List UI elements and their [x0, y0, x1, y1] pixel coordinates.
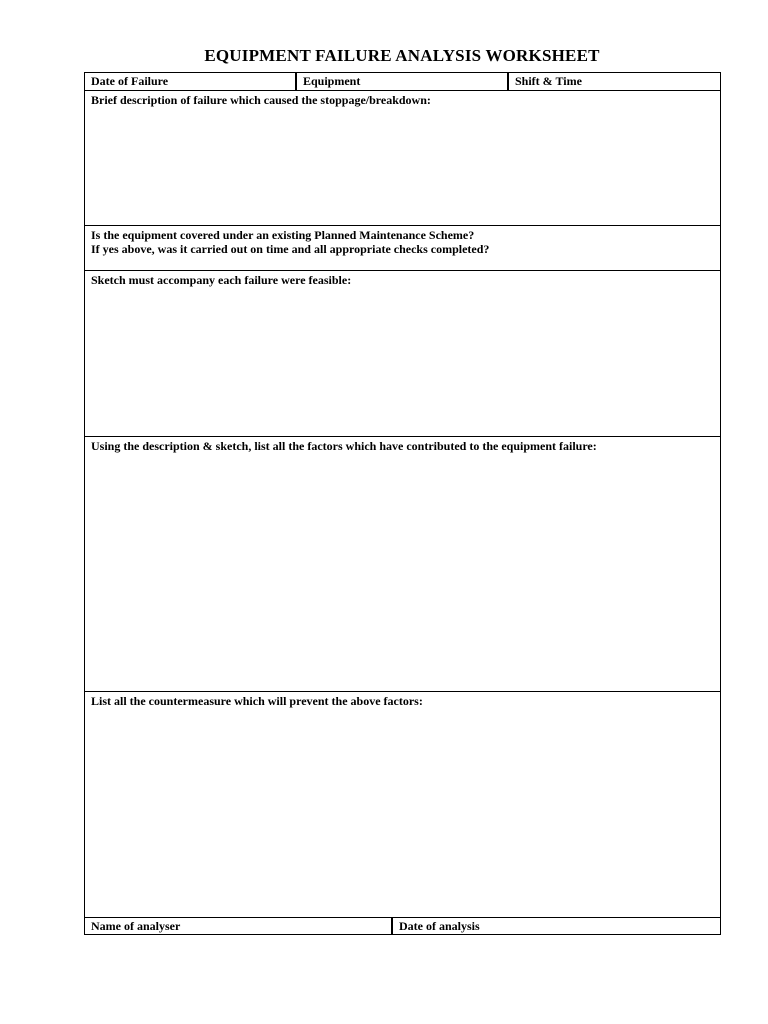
- header-row: [84, 72, 721, 91]
- date-of-failure-label: Date of Failure: [91, 74, 169, 88]
- date-of-analysis-label: Date of analysis: [399, 919, 480, 933]
- equipment-field[interactable]: [296, 72, 508, 91]
- page-title: EQUIPMENT FAILURE ANALYSIS WORKSHEET: [204, 46, 600, 65]
- footer-row: [84, 917, 721, 935]
- shift-time-label: Shift & Time: [515, 74, 582, 88]
- countermeasures-label: List all the countermeasure which will prevent the above factors:: [91, 694, 423, 708]
- planned-maintenance-box[interactable]: [84, 225, 721, 271]
- equipment-label: Equipment: [303, 74, 361, 88]
- brief-description-label: Brief description of failure which caused the stoppage/breakdown:: [91, 93, 431, 107]
- name-of-analyser-field[interactable]: [84, 917, 392, 935]
- shift-time-field[interactable]: [508, 72, 721, 91]
- brief-description-box[interactable]: [84, 90, 721, 226]
- pm-question-2: If yes above, was it carried out on time and all appropriate checks completed?: [91, 242, 490, 256]
- pm-question-1: Is the equipment covered under an existing Planned Maintenance Scheme?: [91, 228, 475, 242]
- date-of-analysis-field[interactable]: [392, 917, 721, 935]
- factors-box[interactable]: [84, 436, 721, 692]
- sketch-label: Sketch must accompany each failure were feasible:: [91, 273, 352, 287]
- name-of-analyser-label: Name of analyser: [91, 919, 181, 933]
- factors-label: Using the description & sketch, list all the factors which have contributed to the equipment failure:: [91, 439, 597, 453]
- countermeasures-box[interactable]: [84, 691, 721, 918]
- date-of-failure-field[interactable]: [84, 72, 296, 91]
- sketch-box[interactable]: [84, 270, 721, 437]
